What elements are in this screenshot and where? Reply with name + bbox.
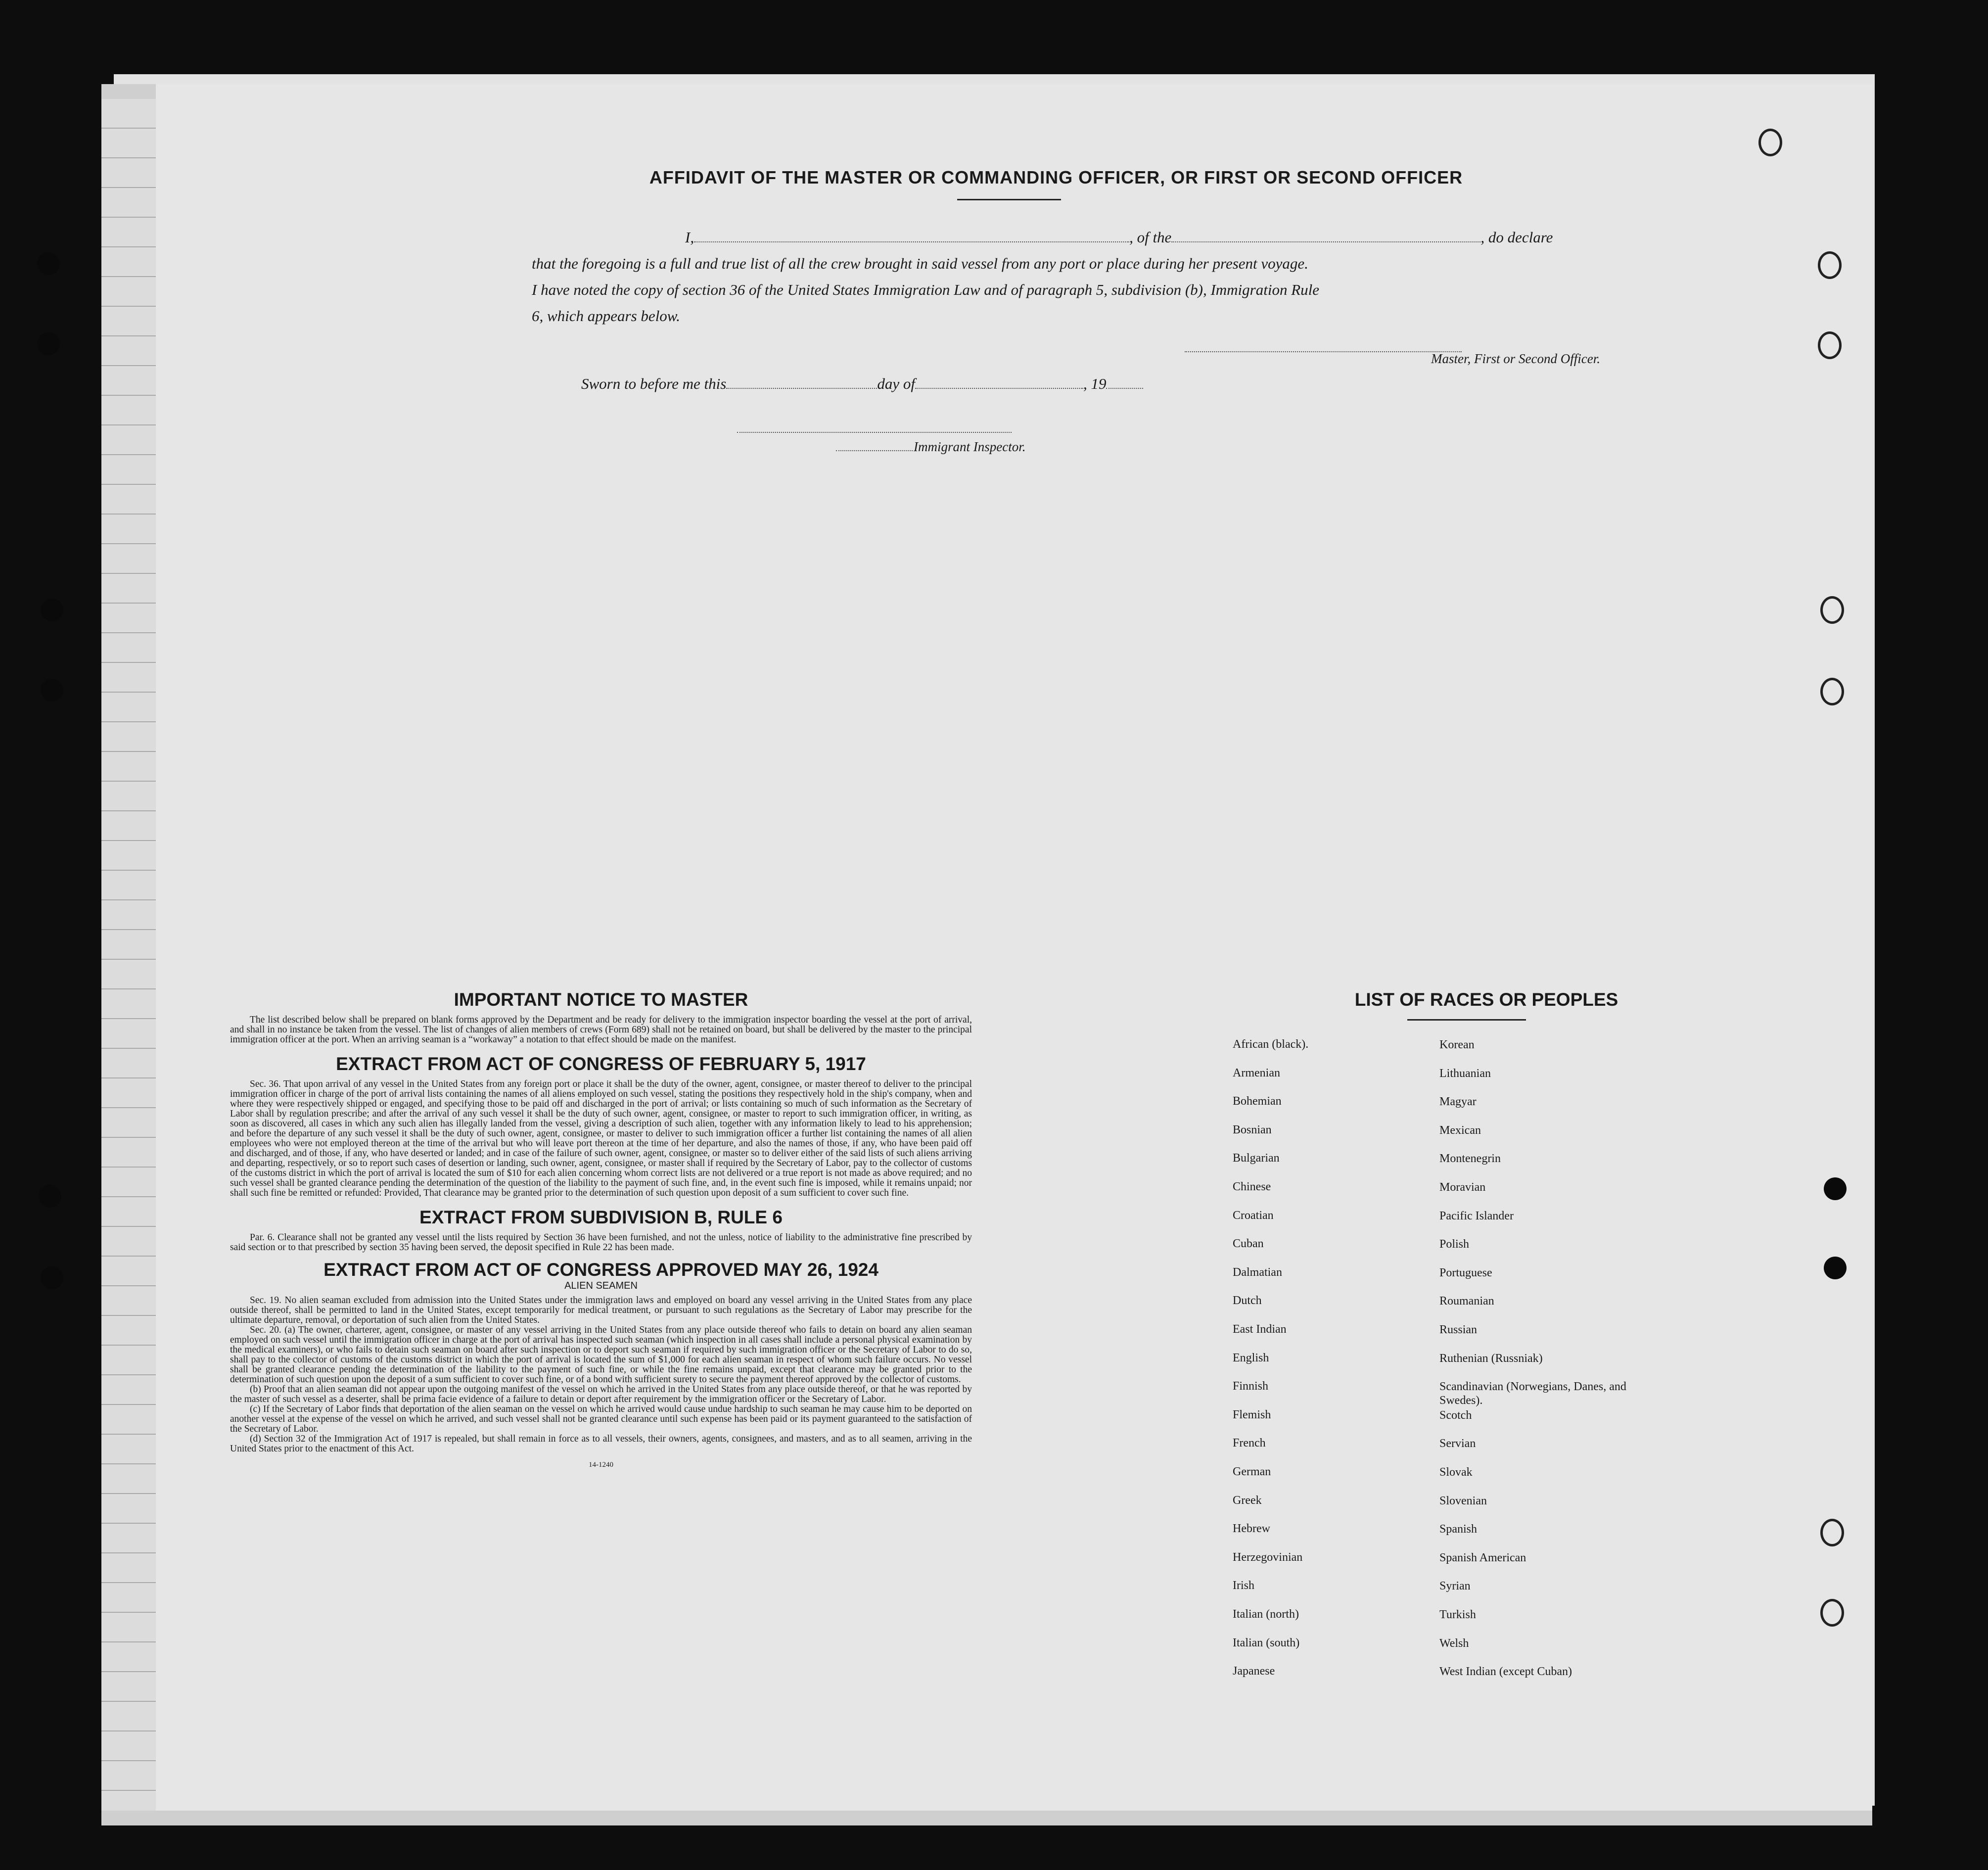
alien-seamen-subtitle: ALIEN SEAMEN — [564, 1280, 638, 1291]
declaration-line-3: I have noted the copy of section 36 of the United States Immigration Law and of paragraph 5, subdivision (b), Immigration Rule — [532, 281, 1320, 298]
race-right-item: Syrian — [1439, 1580, 1471, 1593]
race-right-item: Turkish — [1439, 1608, 1476, 1621]
punch-hole — [1818, 331, 1842, 359]
race-left-item: Greek — [1233, 1494, 1262, 1507]
sec20c-body: (c) If the Secretary of Labor finds that deportation of the alien seaman on the vessel on which he arrived would cause undue hardship to such seaman he may cause him to be deported on another vessel at the expense of the vessel on which he arrived, and such vessel shall not be granted clearance until such expense has been paid or its payment guaranteed to the satisfaction of the Secretary of Labor. — [230, 1404, 972, 1434]
race-left-item: French — [1233, 1437, 1266, 1450]
of-the-label: , of the — [1129, 229, 1172, 246]
race-right-item: Montenegrin — [1439, 1152, 1501, 1166]
race-left-item: Irish — [1233, 1579, 1254, 1592]
rule6-title: EXTRACT FROM SUBDIVISION B, RULE 6 — [419, 1207, 783, 1227]
sworn-label: Sworn to before me this — [581, 375, 727, 392]
sec19-body: Sec. 19. No alien seaman excluded from admission into the United States under the immigration laws and employed on board any vessel arriving in the United States from any place outside thereof, shall be permitted to land in the United States, except temporarily for medical treatment, or pursuant to such regulations as the Secretary of Labor may prescribe for the ultimate departure, removal, or deportation of such alien from the United States. — [230, 1295, 972, 1325]
declare-label: , do declare — [1480, 229, 1553, 246]
punch-hole — [1758, 129, 1782, 156]
binder-hole — [41, 1266, 63, 1289]
race-left-item: Bosnian — [1233, 1123, 1272, 1136]
sworn-day-field[interactable] — [726, 388, 877, 389]
race-right-item: Slovenian — [1439, 1494, 1487, 1507]
race-left-item: African (black). — [1233, 1038, 1309, 1051]
race-right-item: Moravian — [1439, 1181, 1486, 1194]
race-right-item: Spanish American — [1439, 1551, 1526, 1564]
punch-hole — [1824, 1257, 1847, 1279]
punch-hole — [1824, 1177, 1847, 1200]
race-left-item: Dutch — [1233, 1294, 1262, 1308]
title-underline — [957, 199, 1061, 200]
race-left-item: German — [1233, 1465, 1271, 1478]
sec20d-body: (d) Section 32 of the Immigration Act of 1917 is repealed, but shall remain in force as to all vessels, their owners, agents, consignees, and masters, and as to all seamen, arriving in the United States prior to the enactment of this Act. — [230, 1434, 972, 1454]
affidavit-title: AFFIDAVIT OF THE MASTER OR COMMANDING OFFICER, OR FIRST OR SECOND OFFICER — [649, 167, 1463, 187]
race-left-item: Armenian — [1233, 1066, 1280, 1079]
rule6-body: Par. 6. Clearance shall not be granted any vessel until the lists required by Section 36 have been furnished, and not the unless, notice of liability to the administrative fine prescribed by said section or to that prescribed by section 35 having been served, the deposit specified in Rule 22 has been made. — [230, 1232, 972, 1253]
declaration-line-2: that the foregoing is a full and true list of all the crew brought in said vessel from any port or place during her present voyage. — [532, 255, 1308, 272]
sworn-month-field[interactable] — [915, 388, 1083, 389]
inspector-underline — [836, 450, 913, 451]
punch-hole — [1820, 678, 1844, 705]
declarant-prefix: I, — [685, 229, 694, 246]
race-left-item: East Indian — [1233, 1323, 1287, 1336]
race-left-item: Herzegovinian — [1233, 1550, 1303, 1564]
punch-hole — [1818, 251, 1842, 279]
race-left-item: Italian (south) — [1233, 1636, 1300, 1649]
race-left-item: Italian (north) — [1233, 1608, 1299, 1621]
race-right-item: Scotch — [1439, 1408, 1472, 1422]
form-number: 14-1240 — [589, 1461, 613, 1469]
race-right-item: Pacific Islander — [1439, 1209, 1514, 1222]
inspector-label: Immigrant Inspector. — [914, 439, 1026, 454]
punch-hole — [1820, 1519, 1844, 1546]
notice-title: IMPORTANT NOTICE TO MASTER — [454, 989, 748, 1010]
vessel-name-field[interactable] — [1171, 241, 1480, 242]
punch-hole — [1820, 596, 1844, 624]
binder-hole — [37, 252, 60, 275]
sworn-line — [581, 375, 1143, 393]
race-left-item: English — [1233, 1351, 1269, 1364]
declaration-line-1 — [547, 229, 1669, 246]
race-right-item: Korean — [1439, 1038, 1475, 1051]
punch-hole — [1820, 1599, 1844, 1627]
ruled-ledger-edge — [101, 99, 156, 1811]
binder-hole — [37, 332, 60, 355]
binder-hole — [39, 1185, 61, 1208]
race-right-item: Roumanian — [1439, 1295, 1494, 1308]
extract-1917-title: EXTRACT FROM ACT OF CONGRESS OF FEBRUARY 5, 1917 — [336, 1054, 866, 1074]
race-right-item: Ruthenian (Russniak) — [1439, 1352, 1543, 1365]
declaration-line-4: 6, which appears below. — [532, 307, 680, 325]
races-title-underline — [1407, 1019, 1526, 1021]
race-left-item: Dalmatian — [1233, 1265, 1282, 1279]
race-right-item: Servian — [1439, 1437, 1476, 1450]
notice-body: The list described below shall be prepared on blank forms approved by the Department and be ready for delivery to the immigration inspector boarding the vessel at the port of arrival, and shall in no instance be taken from the vessel. The list of changes of alien members of crews (Form 689) shall not be retained on board, but shall be delivered by the master to the principal immigration officer at the port. When an arriving seaman is a “workaway” a notation to that effect should be made on the manifest. — [230, 1015, 972, 1045]
binder-hole — [41, 679, 63, 701]
day-of-label: day of — [877, 375, 915, 392]
notice-column — [230, 989, 972, 1469]
binder-hole — [41, 599, 63, 621]
race-right-item: Welsh — [1439, 1636, 1469, 1650]
sec20b-body: (b) Proof that an alien seaman did not appear upon the outgoing manifest of the vessel on which he arrived in the United States from any place outside thereof, or that he was reported by the master of such vessel as a deserter, shall be prima facie evidence of a failure to detain or deport after requirement by the immigration officer or the Secretary of Labor. — [230, 1384, 972, 1404]
race-right-item: Slovak — [1439, 1466, 1473, 1479]
race-left-item: Croatian — [1233, 1209, 1274, 1222]
inspector-signature-field[interactable] — [737, 432, 1012, 433]
declarant-name-field[interactable] — [694, 241, 1129, 242]
race-right-item: Magyar — [1439, 1095, 1477, 1109]
sworn-year-field[interactable] — [1106, 388, 1143, 389]
race-left-item: Japanese — [1233, 1665, 1275, 1678]
race-right-item: Scandinavian (Norwegians, Danes, and Swedes). — [1439, 1380, 1626, 1407]
race-left-item: Hebrew — [1233, 1522, 1270, 1536]
race-left-item: Cuban — [1233, 1237, 1264, 1251]
race-left-item: Finnish — [1233, 1380, 1269, 1393]
race-right-item: Mexican — [1439, 1123, 1481, 1137]
race-right-item: Spanish — [1439, 1523, 1478, 1536]
race-left-item: Chinese — [1233, 1180, 1271, 1193]
race-right-item: Lithuanian — [1439, 1067, 1491, 1080]
race-right-item: Polish — [1439, 1238, 1470, 1251]
master-signature-label: Master, First or Second Officer. — [1431, 351, 1600, 366]
race-right-item: West Indian (except Cuban) — [1439, 1665, 1572, 1679]
sec20a-body: Sec. 20. (a) The owner, charterer, agent, consignee, or master of any vessel arriving in the United States from any place outside thereof who fails to detain on board any alien seaman employed on such vessel until the immigration officer in charge at the port of arrival has inspected such seaman (which inspection in all cases shall include a personal physical examination by the medical examiners), or who fails to detain such seaman on board after such inspection or to deport such seaman if required by such immigration officer or the Secretary of Labor to do so, shall pay to the collector of customs of the customs district in which the port of arrival is located the sum of $1,000 for each alien seaman in respect of whom such failure occurs. No vessel shall be granted clearance pending the determination of the liability to the payment of such fine, or while the fine remains unpaid, except that clearance may be granted prior to the determination of such question upon the deposit of a sum sufficient to cover such fine, or of a bond with sufficient surety to secure the payment thereof approved by the collector of customs. — [230, 1325, 972, 1385]
race-right-item: Portuguese — [1439, 1266, 1492, 1279]
race-left-item: Bulgarian — [1233, 1152, 1280, 1165]
race-right-item: Russian — [1439, 1323, 1478, 1336]
race-left-item: Bohemian — [1233, 1095, 1282, 1108]
year-prefix: , 19 — [1083, 375, 1107, 392]
races-title: LIST OF RACES OR PEOPLES — [1354, 989, 1618, 1010]
extract-1917-body: Sec. 36. That upon arrival of any vessel in the United States from any foreign port or place it shall be the duty of the owner, agent, consignee, or master thereof to deliver to the principal immigration officer in charge of the port of arrival lists containing the names of all aliens employed on such vessel, stating the positions they respectively hold in the ship's company, when and where they were respectively shipped or engaged, and specifying those to be paid off and discharged in the port of arrival; or lists containing so much of such information as the Secretary of Labor shall by regulation prescribe; and after the arrival of any such vessel it shall be the duty of such owner, agent, consignee, or master to report to such immigration officer, in writing, as soon as discovered, all cases in which any such alien has illegally landed from the vessel, giving a description of such alien, together with any information likely to lead to his apprehension; and before the departure of any such vessel it shall be the duty of such owner, agent, consignee, or master to deliver to such immigration officer a further list containing the names of all alien employees who were not employed thereon at the time of the arrival but who will leave port thereon at the time of her departure, and also the names of those, if any, who have been paid off and discharged, and of those, if any, who have deserted or landed; and in case of the failure of such owner, agent, consignee, or master so to deliver either of the said lists of such aliens arriving and departing, respectively, or so to report such cases of desertion or landing, such owner, agent, consignee, or master shall if required by the Secretary of Labor, pay to the collector of customs of the customs district in which the port of arrival is located the sum of $10 for each alien concerning whom correct lists are not delivered or a true report is not made as above required; and no such vessel shall be granted clearance pending the determination of the question of the liability to the payment of such fine, and, in the event such fine is imposed, while it remains unpaid; nor shall such fine be remitted or refunded: Provided, That clearance may be granted prior to the determination of such question upon deposit of a sum sufficient to cover such fine. — [230, 1079, 972, 1198]
affidavit-form-page — [156, 84, 1872, 1811]
race-left-item: Flemish — [1233, 1408, 1271, 1421]
extract-1924-title: EXTRACT FROM ACT OF CONGRESS APPROVED MAY 26, 1924 — [324, 1260, 878, 1280]
